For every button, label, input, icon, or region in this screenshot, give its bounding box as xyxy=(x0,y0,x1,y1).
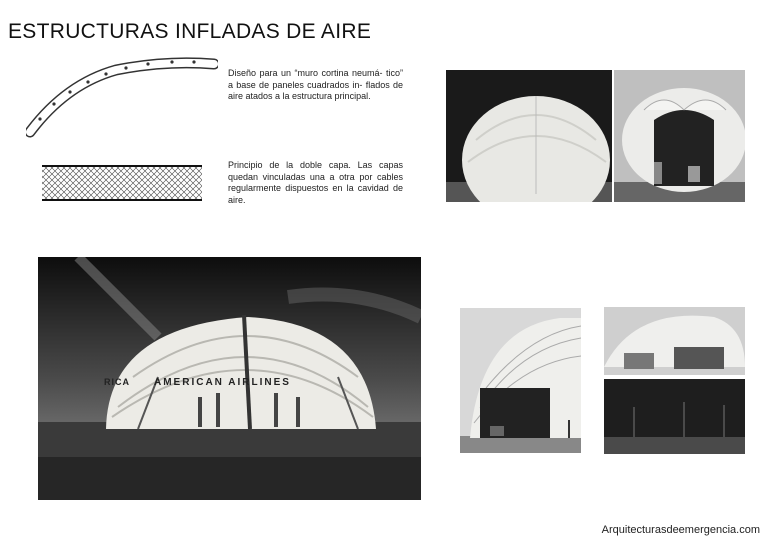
photo-dome-compound xyxy=(604,307,745,454)
photo-dome-entrance xyxy=(614,70,745,202)
dome-banner-left: RICA xyxy=(104,377,130,387)
dome-banner: AMERICAN AIRLINES xyxy=(154,377,291,388)
footer-site: Arquitecturasdeemergencia.com xyxy=(601,524,760,536)
photo-dome-front xyxy=(446,70,612,202)
photo-american-airlines-dome xyxy=(38,257,421,500)
page-title: ESTRUCTURAS INFLADAS DE AIRE xyxy=(8,20,372,43)
curtain-wall-drawing xyxy=(26,54,218,138)
caption-double-layer: Principio de la doble capa. Las capas quedan vinculadas una a otra por cables regularmente dispuestos en la cavidad de aire. xyxy=(228,160,403,205)
photo-dome-interior-entry xyxy=(460,308,581,453)
double-layer-drawing xyxy=(40,162,204,204)
caption-curtain-wall: Diseño para un “muro cortina neumá- tico” a base de paneles cuadrados in- flados de aire atados a la estructura principal. xyxy=(228,68,403,101)
